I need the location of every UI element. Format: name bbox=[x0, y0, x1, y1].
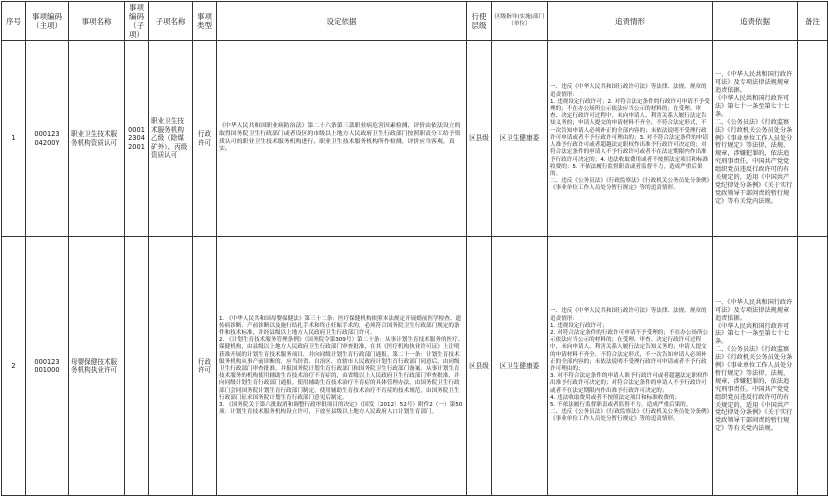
header-accountability: 追责情形 bbox=[548, 2, 713, 41]
header-sub-code: 事项编码（子项） bbox=[125, 2, 149, 41]
table-row bbox=[2, 237, 828, 496]
cell-sub-name: 职业卫生技术服务机构乙级（除煤矿外）、丙级资质认可 bbox=[149, 41, 193, 237]
cell-item-code: 000123 04200Y bbox=[26, 41, 69, 237]
header-item-type: 事项类型 bbox=[193, 2, 217, 41]
cell-accountability: 一、违反《中华人民共和国行政许可法》等法律、法规、规章的追责情形： 1. 违规设定行政许可； 2. 对符合法定条件的行政许可申请不予受理的；不在办公场所公示依法应当公示的材料的；在受理、审查、决定行政许可过程中，未向申请人、利害关系人履行法定告知义务的；申请人提交的申请材料不齐全、不符合法定形式，不一次告知申请人必须补正的全部内容的；未依法说明不受理行政许可申请或者不予行政许可理由的； 3. 对不符合法定条件的申请人准予行政许可或者超越法定职权作出准予行政许可决定的；对符合法定条件的申请人不予行政许可或者不在法定期限内作出准予行政许可决定的； 4. 违法收取费用或者不按照法定项目和标准收费的； 5. 不依法履行监督职责或者监督不力，造成严重后果的。 二、违反《公务员法》《行政监察法》《行政机关公务员处分条例》《事业单位工作人员处分暂行规定》等的追责情形。 bbox=[548, 237, 713, 496]
cell-remarks bbox=[798, 41, 828, 237]
header-seq: 序号 bbox=[2, 2, 26, 41]
cell-basis: 1. 《中华人民共和国母婴保健法》第三十二条：医疗保健机构依照本法规定开展婚前医学检查、遗传病诊断、产前诊断以及施行结扎手术和终止妊娠手术的，必须符合国务院卫生行政部门规定的条件和技术标准，并经县级以上地方人民政府卫生行政部门许可。 2. 《计划生育技术服务管理条例》（国务院令第309号）第二十条：从事计划生育技术服务的医疗、保健机构，由县级以上地方人民政府卫生行政部门审查批准，在其《医疗机构执业许可证》上注明获准开展的计划生育技术服务项目，并向同级计划生育行政部门通报。第二十一条：计划生育技术服务机构从事产前诊断的，应当经省、自治区、直辖市人民政府计划生育行政部门同意后，由同级卫生行政部门审查批准，并报国务院计划生育行政部门和国务院卫生行政部门备案。从事计划生育技术服务的机构使用辅助生育技术治疗不育症的，由省级以上人民政府卫生行政部门审查批准，并向同级计划生育行政部门通报。使用辅助生育技术治疗不育症的具体管理办法，由国务院卫生行政部门会同国务院计划生育行政部门制定。使用辅助生育技术治疗不育症的技术规范，由国务院卫生行政部门征求国务院计划生育行政部门意见后制定。 3. 《国务院关于第六批取消和调整行政审批项目的决定》（国发〔2012〕52号）附件2（一）第50项：计划生育技术服务机构设立许可，下放至县级以上地方人民政府人口计划生育部门。 bbox=[217, 237, 467, 496]
cell-item-name: 母婴保健技术服务机构执业许可 bbox=[69, 237, 125, 496]
cell-dept: 区卫生健康委 bbox=[492, 237, 548, 496]
cell-item-name: 职业卫生技术服务机构资质认可 bbox=[69, 41, 125, 237]
cell-dept: 区卫生健康委 bbox=[492, 41, 548, 237]
cell-item-type: 行政许可 bbox=[193, 237, 217, 496]
header-basis: 设定依据 bbox=[217, 2, 467, 41]
cell-sub-name bbox=[149, 237, 193, 496]
cell-level: 区县级 bbox=[467, 41, 492, 237]
header-item-name: 事项名称 bbox=[69, 2, 125, 41]
cell-item-code: 000123 001000 bbox=[26, 237, 69, 496]
header-acc-basis: 追责依据 bbox=[713, 2, 798, 41]
cell-seq: 1 bbox=[2, 41, 26, 237]
cell-sub-code bbox=[125, 237, 149, 496]
cell-accountability: 一、违反《中华人民共和国行政许可法》等法律、法规、规章的追责情形： 1. 违规设定行政许可；2. 对符合法定条件的行政许可申请不予受理的；不在办公场所公示依法应当公示的材料的；在受理、审查、决定行政许可过程中，未向申请人、利害关系人履行法定告知义务的；申请人提交的申请材料不齐全、不符合法定形式，不一次告知申请人必须补正的全部内容的；未依法说明不受理行政许可申请或者不予行政许可理由的；3. 对不符合法定条件的申请人准予行政许可或者超越法定职权作出准予行政许可决定的；对符合法定条件的申请人不予行政许可或者不在法定期限内作出准予行政许可决定的；4. 违法收取费用或者不按照法定项目和标准收费的；5. 不依法履行监督职责或者监督不力，造成严重后果的。 二、违反《公务员法》《行政监察法》《行政机关公务员处分条例》《事业单位工作人员处分暂行规定》等的追责情形。 bbox=[548, 41, 713, 237]
cell-sub-code: 0001 2304 2001 bbox=[125, 41, 149, 237]
table-row bbox=[2, 41, 828, 237]
cell-acc-basis: 一、《中华人民共和国行政许可法》及专项法律法规规章追责依据。 《中华人民共和国行政许可法》第七十一条至第七十七条。 二、《公务员法》《行政监察法》《行政机关公务员处分条例》《事业单位工作人员处分暂行规定》等法律、法规、规章，涉嫌犯罪的，依法追究刑事责任。中国共产党党组织党员违反行政许可的有关规定的，适用《中国共产党纪律处分条例》《关于实行党政领导干部问责的暂行规定》等有关党内法规。 bbox=[713, 41, 798, 237]
header-item-code: 事项编码（主项） bbox=[26, 2, 69, 41]
header-dept: 区级指导(实施)部门（单位） bbox=[492, 2, 548, 41]
header-sub-name: 子项名称 bbox=[149, 2, 193, 41]
cell-seq: 2 bbox=[2, 237, 26, 496]
cell-level: 区县级 bbox=[467, 237, 492, 496]
header-level: 行使层级 bbox=[467, 2, 492, 41]
cell-basis: 《中华人民共和国职业病防治法》第二十六条第三款职业病危害因素检测、评价由依法设立的取得国务院卫生行政部门或者设区的市级以上地方人民政府卫生行政部门按照职责分工给予资质认可的职业卫生技术服务机构进行。职业卫生技术服务机构所作检测、评价应当客观、真实。 bbox=[217, 41, 467, 237]
header-remarks: 备注 bbox=[798, 2, 828, 41]
cell-remarks bbox=[798, 237, 828, 496]
cell-item-type: 行政许可 bbox=[193, 41, 217, 237]
accountability-table bbox=[1, 1, 828, 496]
cell-acc-basis: 一、《中华人民共和国行政许可法》及专项法律法规规章追责依据。 《中华人民共和国行政许可法》第七十一条至第七十七条。 二、《公务员法》《行政监察法》《行政机关公务员处分条例》《事业单位工作人员处分暂行规定》等法律、法规、规章，涉嫌犯罪的，依法追究刑事责任。中国共产党党组织党员违反行政许可的有关规定的，适用《中国共产党纪律处分条例》《关于实行党政领导干部问责的暂行规定》等有关党内法规。 bbox=[713, 237, 798, 496]
table-header-row bbox=[2, 2, 828, 41]
